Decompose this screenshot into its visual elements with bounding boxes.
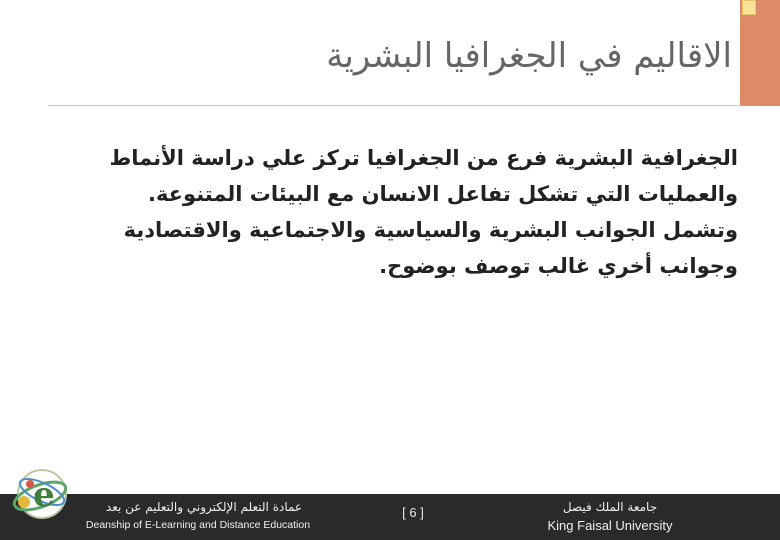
slide-title: الاقاليم في الجغرافيا البشرية [326,36,732,76]
university-english: King Faisal University [547,518,673,533]
e-learning-logo-icon [10,462,74,524]
slide-body [48,140,738,284]
accent-bar [740,0,780,106]
body-line: والعمليات التي تشكل تفاعل الانسان مع البيئات المتنوعة. [147,182,738,206]
deanship-english: Deanship of E-Learning and Distance Education [85,519,311,531]
deanship-arabic: عمادة التعلم الإلكتروني والتعليم عن بعد [105,500,303,514]
body-line: الجغرافية البشرية فرع من الجغرافيا تركز علي دراسة الأنماط [109,146,738,170]
svg-text:e: e [33,475,55,515]
title-divider [48,105,742,106]
university-arabic: جامعة الملك فيصل [562,500,658,514]
body-line: وتشمل الجوانب البشرية والسياسية والاجتماعية والاقتصادية [123,218,738,242]
body-line: وجوانب أخري غالب توصف بوضوح. [379,254,738,278]
corner-square [742,0,756,15]
page-number: [ 6 ] [402,505,424,520]
